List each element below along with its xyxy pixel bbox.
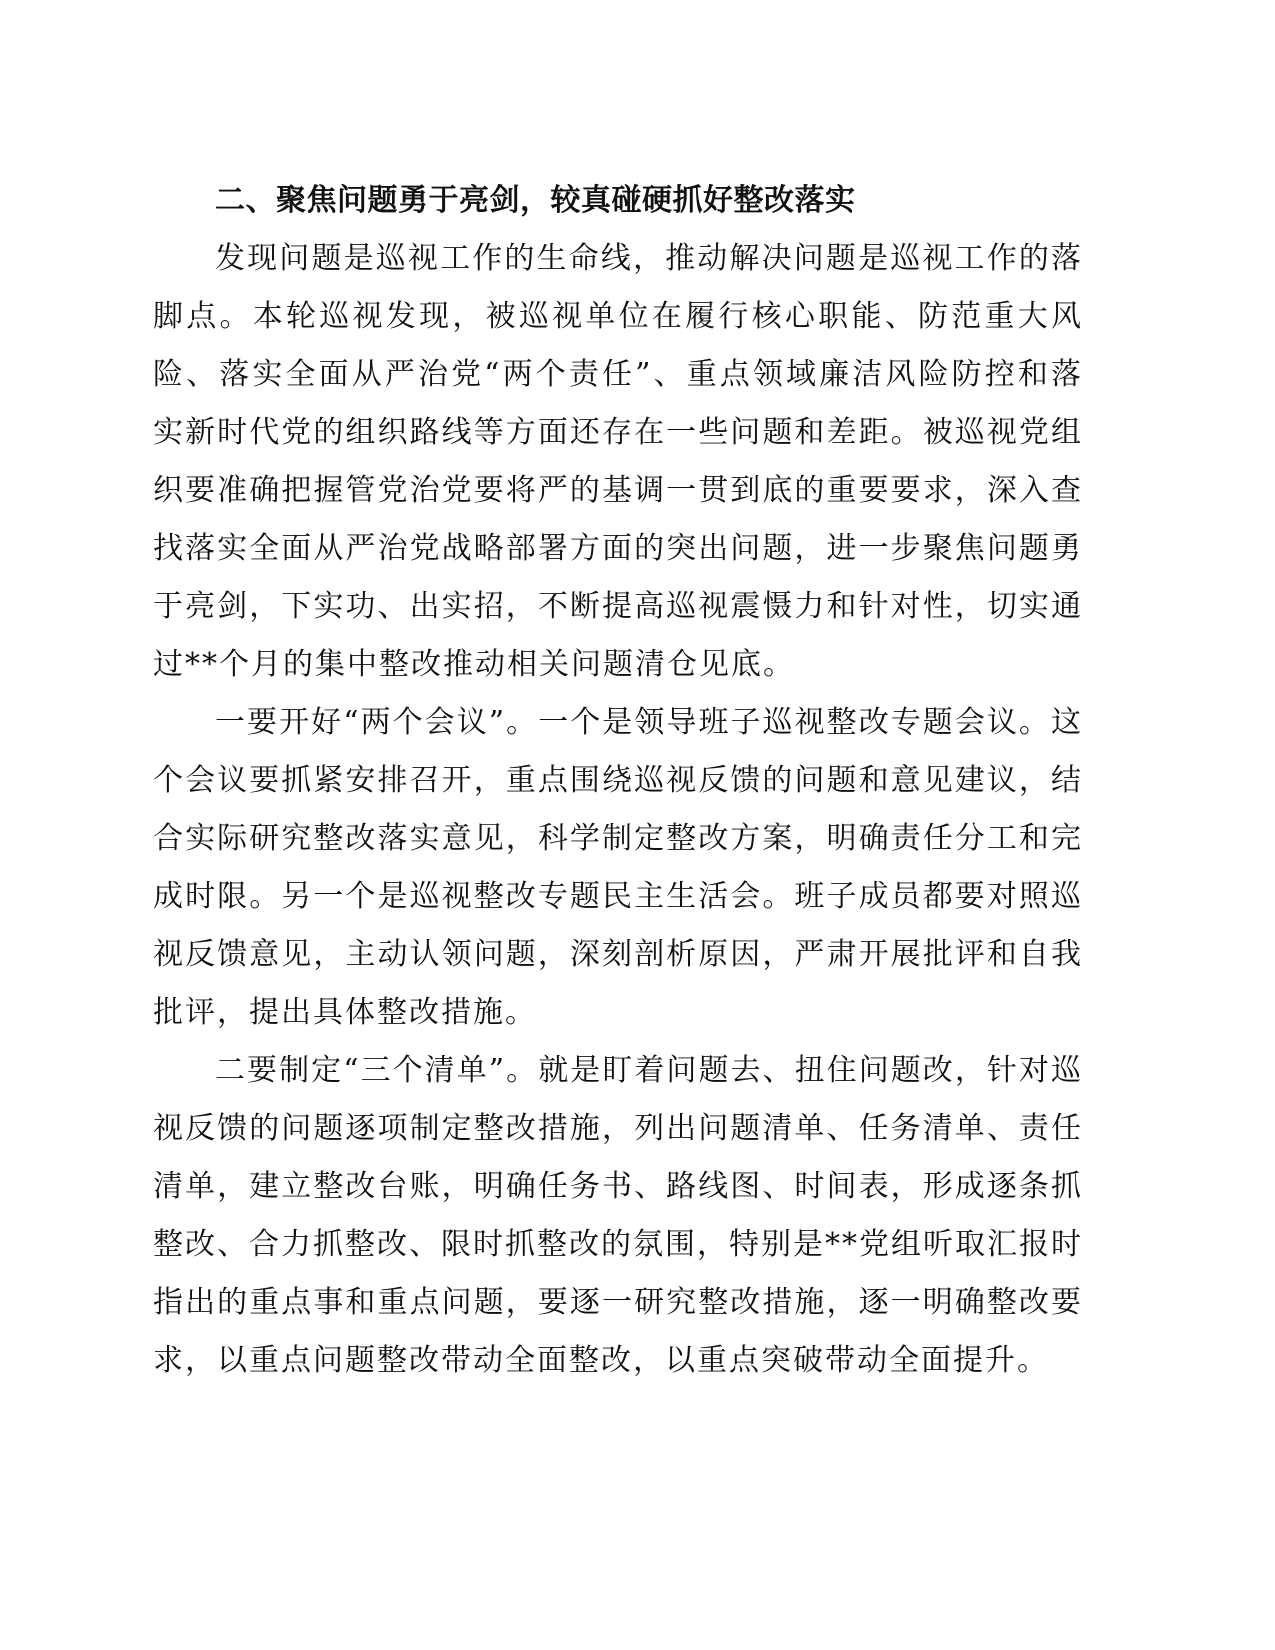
paragraph-three-lists: 二要制定“三个清单”。就是盯着问题去、扭住问题改，针对巡视反馈的问题逐项制定整改措施，列出问题清单、任务清单、责任清单，建立整改台账，明确任务书、路线图、时间表，形成逐条抓整改、合力抓整改、限时抓整改的氛围，特别是**党组听取汇报时指出的重点事和重点问题，要逐一研究整改措施，逐一明确整改要求，以重点问题整改带动全面整改，以重点突破带动全面提升。 bbox=[153, 1053, 1083, 1378]
section-heading: 二、聚焦问题勇于亮剑，较真碰硬抓好整改落实 bbox=[215, 183, 856, 218]
paragraph-intro: 发现问题是巡视工作的生命线，推动解决问题是巡视工作的落脚点。本轮巡视发现，被巡视单位在履行核心职能、防范重大风险、落实全面从严治党“两个责任”、重点领域廉洁风险防控和落实新时代党的组织路线等方面还存在一些问题和差距。被巡视党组织要准确把握管党治党要将严的基调一贯到底的重要要求，深入查找落实全面从严治党战略部署方面的突出问题，进一步聚焦问题勇于亮剑，下实功、出实招，不断提高巡视震慑力和针对性，切实通过**个月的集中整改推动相关问题清仓见底。 bbox=[153, 241, 1083, 682]
paragraph-two-meetings: 一要开好“两个会议”。一个是领导班子巡视整改专题会议。这个会议要抓紧安排召开，重点围绕巡视反馈的问题和意见建议，结合实际研究整改落实意见，科学制定整改方案，明确责任分工和完成时限。另一个是巡视整改专题民主生活会。班子成员都要对照巡视反馈意见，主动认领问题，深刻剖析原因，严肃开展批评和自我批评，提出具体整改措施。 bbox=[153, 705, 1083, 1030]
document-body bbox=[153, 172, 1083, 1390]
